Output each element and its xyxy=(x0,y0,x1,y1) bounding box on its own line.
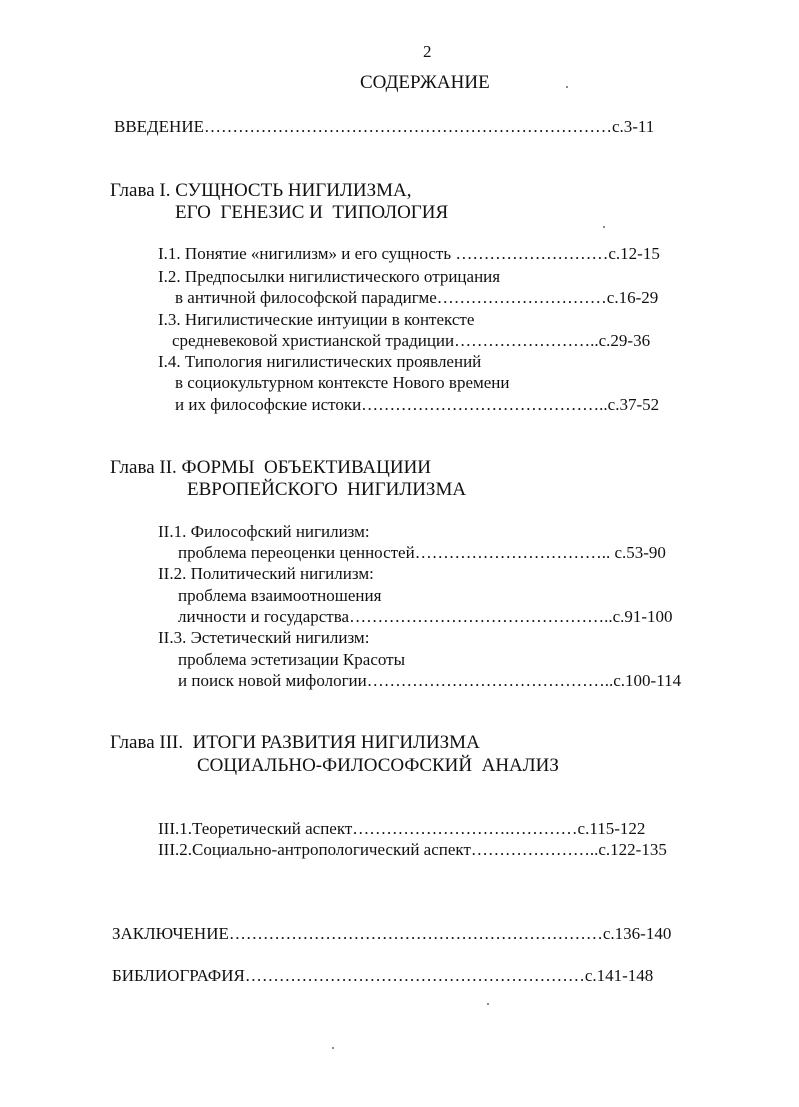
toc-entry-1-2-line-1: I.2. Предпосылки нигилистического отрицания xyxy=(158,267,501,286)
scan-speck xyxy=(603,226,605,228)
toc-entry-1-4-line-1: I.4. Типология нигилистических проявлений xyxy=(158,352,482,371)
toc-entry-2-3-line-2: проблема эстетизации Красоты xyxy=(178,650,405,669)
toc-bibliography: БИБЛИОГРАФИЯ……………………………………………………с.141-148 xyxy=(112,966,654,985)
toc-entry-2-2-line-1: II.2. Политический нигилизм: xyxy=(158,564,374,583)
scan-speck xyxy=(332,1047,334,1049)
chapter-3-heading-line-2: СОЦИАЛЬНО-ФИЛОСОФСКИЙ АНАЛИЗ xyxy=(197,755,559,776)
toc-entry-3-1: III.1.Теоретический аспект……………………….…………с.115-122 xyxy=(158,819,646,838)
toc-conclusion: ЗАКЛЮЧЕНИЕ…………………………………………………………с.136-140 xyxy=(112,924,672,943)
chapter-3-heading-line-1: Глава III. ИТОГИ РАЗВИТИЯ НИГИЛИЗМА xyxy=(110,732,480,753)
toc-entry-2-2-line-3: личности и государства………………………………………..с.91-100 xyxy=(178,607,673,626)
toc-intro: ВВЕДЕНИЕ………………………………………………………………с.3-11 xyxy=(114,117,655,136)
page-number: 2 xyxy=(423,42,432,61)
toc-entry-2-3-line-3: и поиск новой мифологии……………………………………..с.100-114 xyxy=(178,671,682,690)
toc-entry-3-2: III.2.Социально-антропологический аспект…………………..с.122-135 xyxy=(158,840,667,859)
toc-entry-2-1-line-2: проблема переоценки ценностей…………………………….. с.53-90 xyxy=(178,543,666,562)
page-title: СОДЕРЖАНИЕ xyxy=(360,72,490,93)
toc-entry-1-3-line-2: средневековой христианской традиции……………………..с.29-36 xyxy=(172,331,651,350)
scan-speck xyxy=(487,1003,489,1005)
scan-speck xyxy=(566,86,568,88)
toc-entry-1-2-line-2: в античной философской парадигме…………………………с.16-29 xyxy=(175,288,659,307)
chapter-2-heading-line-1: Глава II. ФОРМЫ ОБЪЕКТИВАЦИИИ xyxy=(110,457,432,478)
chapter-1-heading-line-1: Глава I. СУЩНОСТЬ НИГИЛИЗМА, xyxy=(110,180,412,201)
toc-entry-1-4-line-2: в социокультурном контексте Нового времени xyxy=(175,373,510,392)
toc-entry-1-4-line-3: и их философские истоки……………………………………..с.37-52 xyxy=(175,395,660,414)
chapter-1-heading-line-2: ЕГО ГЕНЕЗИС И ТИПОЛОГИЯ xyxy=(175,202,449,223)
toc-entry-1-1: I.1. Понятие «нигилизм» и его сущность ………………………с.12-15 xyxy=(158,244,660,263)
toc-entry-2-1-line-1: II.1. Философский нигилизм: xyxy=(158,522,370,541)
chapter-2-heading-line-2: ЕВРОПЕЙСКОГО НИГИЛИЗМА xyxy=(187,479,467,500)
toc-entry-2-2-line-2: проблема взаимоотношения xyxy=(178,586,382,605)
toc-entry-2-3-line-1: II.3. Эстетический нигилизм: xyxy=(158,628,370,647)
toc-entry-1-3-line-1: I.3. Нигилистические интуиции в контексте xyxy=(158,310,475,329)
